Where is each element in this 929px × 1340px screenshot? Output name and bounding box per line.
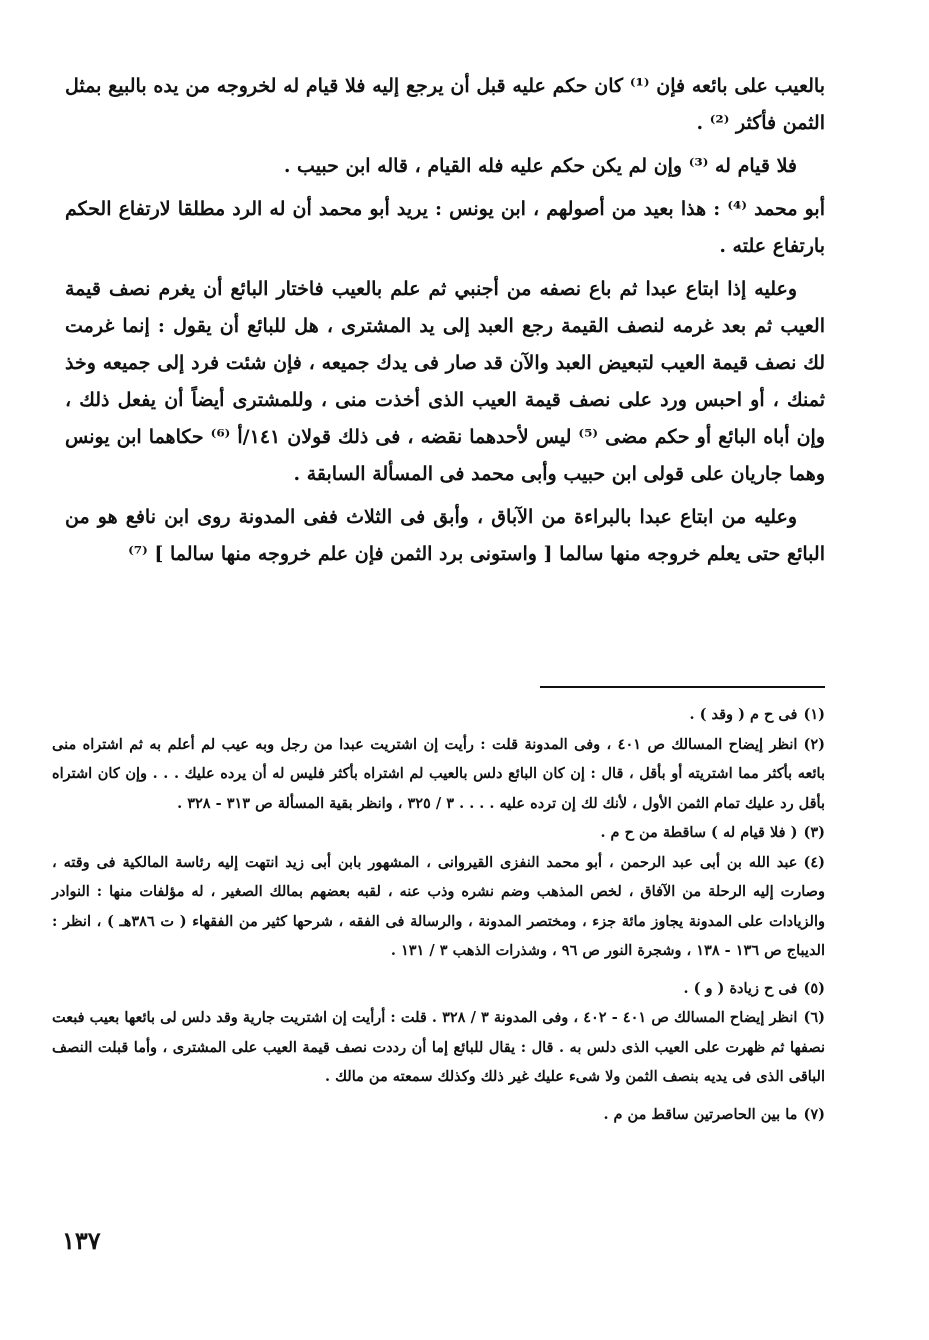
footnote	[52, 848, 825, 966]
footnote-text: انظر إيضاح المسالك ص ٤٠١ ، وفى المدونة قلت : رأيت إن اشتريت عبدا من رجل وبه عيب لم أعلم به ثم اشتراه منى بائعه بأكثر مما اشتريته أو بأقل ، قال : إن كان البائع دلس بالعيب لم اشتراه بأكثر فليس له أن يرده عليك . . . وإن كان اشتراه بأقل رد عليك تمام الثمن الأول ، لأنك لك إن ترده عليه . . . . ٣ / ٣٢٥ ، وانظر بقية المسألة ص ٣١٣ - ٣٢٨ .	[52, 735, 825, 812]
footnote-number: (٢)	[803, 735, 825, 753]
footnote	[52, 1100, 825, 1130]
footnote-text: ما بين الحاصرتين ساقط من م .	[603, 1105, 798, 1123]
main-text-body	[65, 68, 825, 579]
footnotes-section	[52, 700, 825, 1129]
main-paragraph: أبو محمد ⁽⁴⁾ : هذا بعيد من أصولهم ، ابن يونس : يريد أبو محمد أن له الرد مطلقا لارتفاع الحكم بارتفاع علته .	[65, 198, 825, 257]
footnote	[52, 1003, 825, 1092]
footnote	[52, 974, 825, 1004]
main-paragraph: وعليه من ابتاع عبدا بالبراءة من الآباق ، وأبق فى الثلاث ففى المدونة روى ابن نافع هو من البائع حتى يعلم خروجه منها سالما [ واستونى برد الثمن فإن علم خروجه منها سالما ] ⁽⁷⁾	[65, 506, 825, 565]
footnote-number: (١)	[803, 706, 825, 723]
footnote	[52, 700, 825, 730]
footnote-text: عبد الله بن أبى عبد الرحمن ، أبو محمد النفزى القيروانى ، المشهور بابن أبى زيد انتهت إليه رئاسة المالكية فى وقته ، وصارت إليه الرحلة من الآفاق ، لخص المذهب وضم نشره وذب عنه ، لقبه بعضهم بمالك الصغير ، له مؤلفات منها : النوادر والزيادات على المدونة يجاوز مائة جزء ، ومختصر المدونة ، والرسالة فى الفقه ، شرحها كثير من الفقهاء ( ت ٣٨٦هـ ) ، انظر : الديباج ص ١٣٦ - ١٣٨ ، وشجرة النور ص ٩٦ ، وشذرات الذهب ٣ / ١٣١ .	[52, 853, 825, 959]
footnote-text: ( فلا قيام له ) ساقطة من ح م .	[600, 824, 798, 841]
footnote-number: (٥)	[803, 979, 825, 997]
footnote-number: (٦)	[803, 1009, 825, 1026]
footnote-number: (٣)	[803, 824, 825, 841]
footnote-text: فى ح زيادة ( و ) .	[683, 979, 798, 997]
footnote	[52, 818, 825, 848]
footnote-number: (٧)	[803, 1105, 825, 1123]
main-paragraph: فلا قيام له ⁽³⁾ وإن لم يكن حكم عليه فله القيام ، قاله ابن حبيب .	[283, 155, 797, 177]
footnote	[52, 730, 825, 819]
footnote-text: فى ح م ( وقد ) .	[689, 706, 798, 723]
main-paragraph: بالعيب على بائعه فإن ⁽¹⁾ كان حكم عليه قبل أن يرجع إليه فلا قيام له لخروجه من يده بالبيع بمثل الثمن فأكثر ⁽²⁾ .	[65, 75, 825, 134]
main-paragraph: وعليه إذا ابتاع عبدا ثم باع نصفه من أجنبي ثم علم بالعيب فاختار البائع أن يغرم نصف قيمة العيب ثم بعد غرمه لنصف القيمة رجع العبد إلى يد المشترى ، هل للبائع أن يقول : إنما غرمت لك نصف قيمة العيب لتبعيض العبد والآن قد صار فى يدك جميعه ، فإن شئت فرد إلى جميعه وخذ ثمنك ، أو احبس ورد على نصف قيمة العيب الذى أخذت منى ، وللمشترى أيضاً أن يفعل ذلك ، وإن أباه البائع أو حكم مضى ⁽⁵⁾ ليس لأحدهما نقضه ، فى ذلك قولان ١٤١/أ ⁽⁶⁾ حكاهما ابن يونس وهما جاريان على قولى ابن حبيب وأبى محمد فى المسألة السابقة .	[65, 278, 826, 485]
footnote-number: (٤)	[803, 853, 825, 871]
footnote-separator	[540, 686, 825, 688]
footnote-text: انظر إيضاح المسالك ص ٤٠١ - ٤٠٢ ، وفى المدونة ٣ / ٣٢٨ . قلت : أرأيت إن اشتريت جارية وقد دلس لى بائعها بعيب فبعت نصفها ثم ظهرت على العيب الذى دلس به . قال : يقال للبائع إما أن رددت نصف قيمة العيب على المشترى ، وأما قبلت النصف الباقى الذى فى يديه بنصف الثمن ولا شىء عليك غير ذلك وكذلك سمعته من مالك .	[52, 1009, 825, 1085]
page-number: ١٣٧	[62, 1226, 101, 1255]
